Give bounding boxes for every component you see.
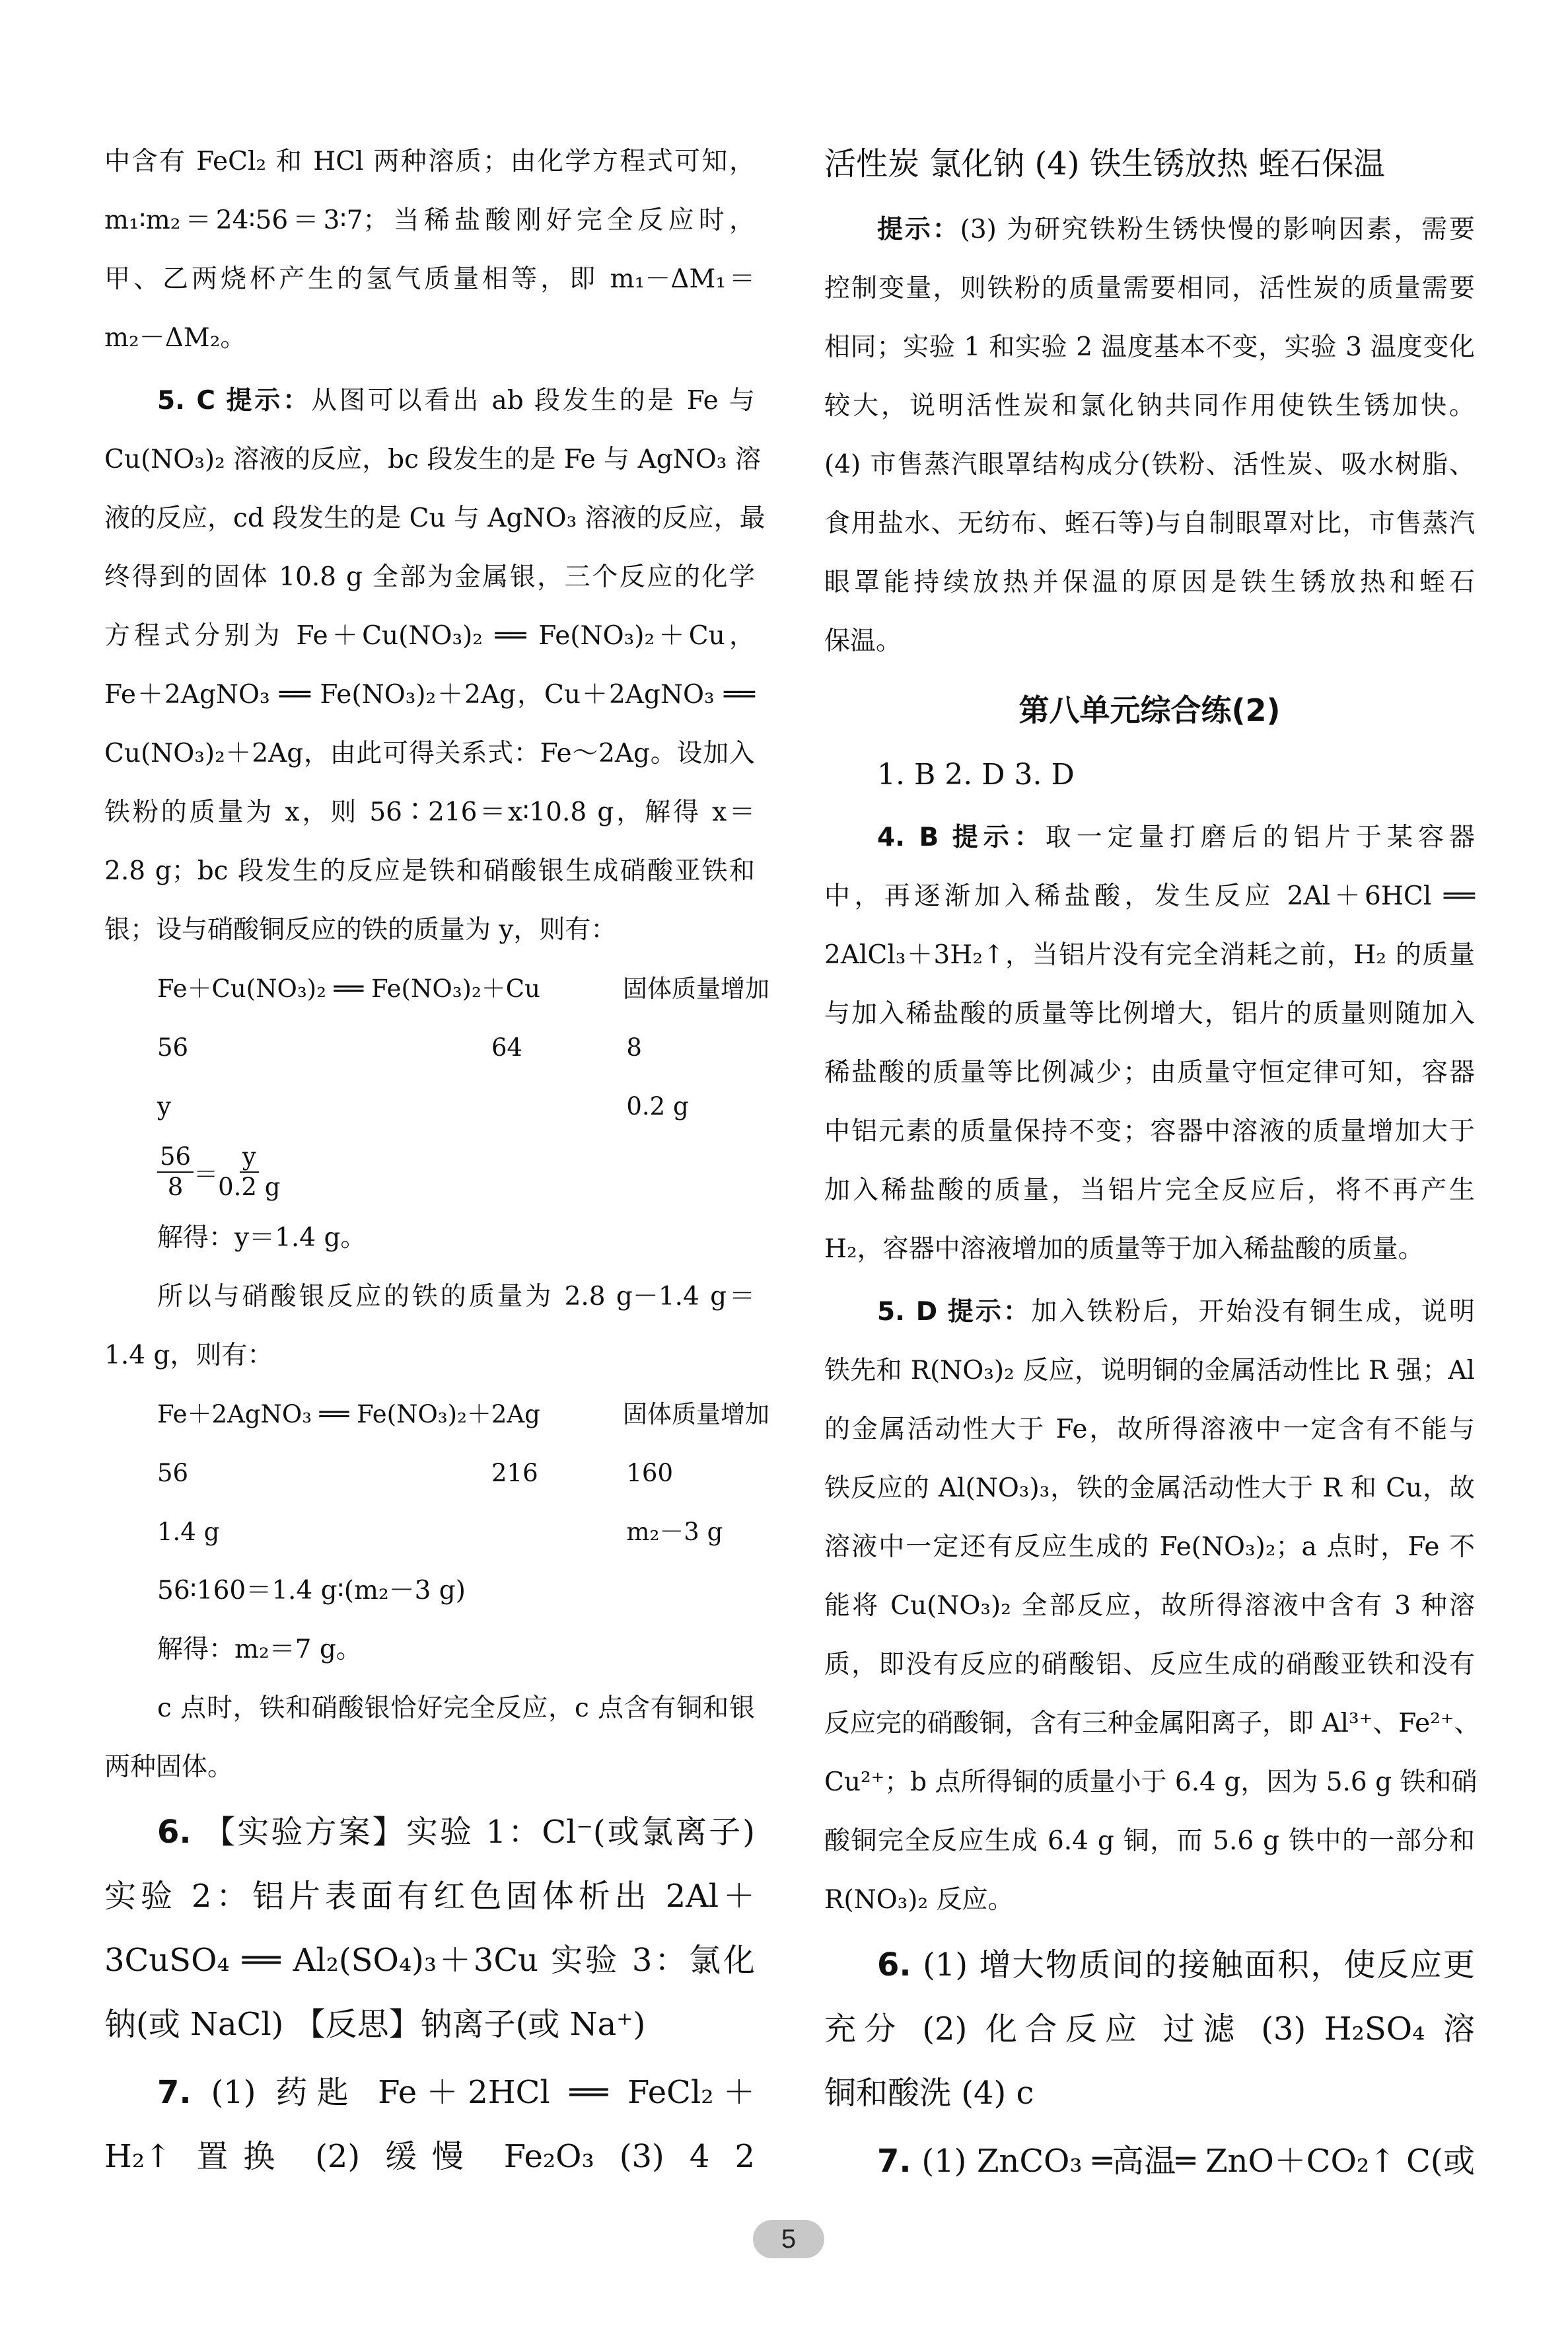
text-line	[104, 371, 755, 430]
line-text: 铁粉的质量为 x，则 56∶216＝x∶10.8 g，解得 x＝	[104, 797, 755, 827]
equation-table-row	[104, 1502, 755, 1561]
line-text: (1) ZnCO₃ ═高温═ ZnO＋CO₂↑ C(或	[921, 2143, 1475, 2180]
text-line	[824, 435, 1475, 494]
line-text: 较大，说明活性炭和氯化钠共同作用使铁生锈加快。	[824, 391, 1475, 421]
text-line	[104, 1864, 755, 1929]
hint-label: 提示：	[226, 386, 311, 416]
line-text: 质，即没有反应的硝酸铝、反应生成的硝酸亚铁和没有	[824, 1650, 1475, 1679]
text-line	[104, 1620, 755, 1679]
text-line	[824, 1933, 1475, 1997]
text-line	[104, 1326, 755, 1385]
line-text: 解得：y＝1.4 g。	[157, 1223, 367, 1253]
line-text: 2AlCl₃＋3H₂↑，当铝片没有完全消耗之前，H₂ 的质量	[824, 940, 1475, 970]
text-line	[824, 808, 1475, 867]
text-line	[824, 1635, 1475, 1694]
text-line	[824, 1459, 1475, 1518]
line-text: 的金属活动性大于 Fe，故所得溶液中一定含有不能与	[824, 1415, 1475, 1444]
text-line	[824, 494, 1475, 553]
line-text: 能将 Cu(NO₃)₂ 全部反应，故所得溶液中含有 3 种溶	[824, 1591, 1475, 1621]
text-line	[824, 1400, 1475, 1459]
question-number: 5. D	[877, 1297, 938, 1327]
line-text: 溶液中一定还有反应生成的 Fe(NO₃)₂；a 点时，Fe 不	[824, 1532, 1475, 1562]
table-cell: 160	[626, 1459, 673, 1487]
text-line	[104, 665, 755, 724]
text-line	[104, 548, 755, 607]
denominator: 0.2 g	[218, 1173, 281, 1201]
line-text: 活性炭 氯化钠 (4) 铁生锈放热 蛭石保温	[824, 145, 1386, 182]
text-line	[824, 1753, 1478, 1812]
question-number: 4. B	[877, 823, 939, 852]
line-text: Cu²⁺；b 点所得铜的质量小于 6.4 g，因为 5.6 g 铁和硝	[824, 1767, 1478, 1797]
line-text: (1) 药匙 Fe＋2HCl ══ FeCl₂＋	[211, 2074, 755, 2111]
text-line	[104, 607, 755, 665]
question-number: 7.	[157, 2074, 192, 2111]
text-line	[824, 200, 1475, 259]
line-text: 控制变量，则铁粉的质量需要相同，活性炭的质量需要	[824, 274, 1475, 303]
line-text: 充分 (2) 化合反应 过滤 (3) H₂SO₄ 溶	[824, 2011, 1475, 2048]
table-cell: Fe＋Cu(NO₃)₂ ══ Fe(NO₃)₂＋Cu	[157, 975, 540, 1003]
text-line	[824, 2129, 1475, 2194]
text-line	[824, 867, 1475, 926]
fraction	[218, 1142, 280, 1202]
text-line	[104, 2061, 755, 2125]
text-line	[824, 1161, 1475, 1220]
line-text: 加入铁粉后，开始没有铜生成，说明	[1031, 1297, 1475, 1327]
text-line	[104, 1679, 755, 1738]
line-text: 眼罩能持续放热并保温的原因是铁生锈放热和蛭石	[824, 568, 1475, 597]
text-line	[824, 259, 1475, 318]
line-text: Cu(NO₃)₂＋2Ag，由此可得关系式：Fe～2Ag。设加入	[104, 739, 755, 768]
text-line	[824, 377, 1475, 435]
line-text: 56∶160＝1.4 g∶(m₂－3 g)	[157, 1576, 466, 1605]
equation-table-row	[104, 1077, 755, 1136]
text-line	[824, 1220, 1475, 1278]
text-line	[824, 1576, 1475, 1635]
table-cell: 0.2 g	[626, 1092, 689, 1121]
line-text: 相同；实验 1 和实验 2 温度基本不变，实验 3 温度变化	[824, 332, 1475, 362]
hint-label: 提示：	[947, 1297, 1032, 1327]
line-text: 1.4 g，则有：	[104, 1341, 273, 1370]
table-cell: 1.4 g	[157, 1518, 220, 1546]
line-text: 两种固体。	[104, 1752, 234, 1782]
page-number: 5	[753, 2220, 824, 2258]
text-line	[104, 1208, 755, 1267]
text-line	[104, 1738, 755, 1796]
line-text: 实验 2：铝片表面有红色固体析出 2Al＋	[104, 1878, 755, 1915]
table-cell: Fe＋2AgNO₃ ══ Fe(NO₃)₂＋2Ag	[157, 1400, 540, 1428]
line-text: H₂↑ 置换 (2) 缓慢 Fe₂O₃ (3) 4 2	[104, 2138, 755, 2175]
line-text: 【实验方案】实验 1：Cl⁻(或氯离子)	[203, 1814, 755, 1851]
line-text: 液的反应，cd 段发生的是 Cu 与 AgNO₃ 溶液的反应，最	[104, 503, 766, 533]
line-text: (4) 市售蒸汽眼罩结构成分(铁粉、活性炭、吸水树脂、	[824, 450, 1475, 480]
denominator: 8	[167, 1173, 184, 1201]
text-line	[104, 842, 755, 901]
line-text: 与加入稀盐酸的质量等比例增大，铝片的质量则随加入	[824, 999, 1475, 1029]
table-cell	[540, 1385, 623, 1444]
line-text: 铁先和 R(NO₃)₂ 反应，说明铜的金属活动性比 R 强；Al	[824, 1356, 1475, 1385]
line-text: 铁反应的 Al(NO₃)₃，铁的金属活动性大于 R 和 Cu，故	[824, 1473, 1475, 1503]
line-text: 所以与硝酸银反应的铁的质量为 2.8 g－1.4 g＝	[157, 1282, 755, 1311]
line-text: 1. B 2. D 3. D	[877, 758, 1075, 792]
line-text: (3) 为研究铁粉生锈快慢的影响因素，需要	[960, 215, 1475, 244]
line-text: 方程式分别为 Fe＋Cu(NO₃)₂ ══ Fe(NO₃)₂＋Cu，	[104, 621, 755, 651]
line-text: (1) 增大物质间的接触面积，使反应更	[923, 1946, 1475, 1983]
line-text: 中含有 FeCl₂ 和 HCl 两种溶质；由化学方程式可知，	[104, 147, 755, 176]
text-line	[104, 132, 755, 191]
text-line	[824, 926, 1475, 984]
table-cell: 216	[491, 1459, 538, 1487]
table-cell: 64	[491, 1033, 523, 1062]
text-line	[824, 1282, 1475, 1341]
line-text: 保温。	[824, 626, 902, 656]
numerator: y	[240, 1142, 259, 1173]
line-text: 酸铜完全反应生成 6.4 g 铜，而 5.6 g 铁中的一部分和	[824, 1826, 1475, 1856]
text-line	[824, 1102, 1475, 1161]
text-line	[824, 1341, 1475, 1400]
right-column	[824, 132, 1480, 2194]
question-number: 6.	[157, 1814, 192, 1851]
table-cell: m₂－3 g	[626, 1518, 723, 1546]
question-number: 7.	[877, 2143, 911, 2180]
text-line	[824, 745, 1475, 804]
text-line	[824, 1997, 1475, 2061]
text-line	[824, 612, 1475, 671]
numerator: 56	[157, 1142, 194, 1173]
section-title	[824, 676, 1475, 745]
line-text: R(NO₃)₂ 反应。	[824, 1885, 1014, 1915]
text-line	[104, 724, 755, 783]
text-line	[104, 309, 755, 367]
text-line	[824, 1043, 1475, 1102]
text-line	[104, 2125, 755, 2189]
text-line	[824, 132, 1475, 196]
line-text: 取一定量打磨后的铝片于某容器	[1045, 823, 1475, 852]
table-cell: 56	[157, 1033, 189, 1062]
line-text: 钠(或 NaCl) 【反思】钠离子(或 Na⁺)	[104, 2006, 646, 2043]
table-cell: y	[157, 1092, 171, 1121]
text-line	[104, 1561, 755, 1620]
table-cell: 8	[626, 1033, 642, 1062]
question-number: 6.	[877, 1946, 911, 1983]
line-text: c 点时，铁和硝酸银恰好完全反应，c 点含有铜和银	[157, 1693, 755, 1723]
left-column	[104, 132, 769, 2189]
text-line	[104, 191, 755, 250]
line-text: 中，再逐渐加入稀盐酸，发生反应 2Al＋6HCl ══	[824, 881, 1475, 911]
hint-label: 提示：	[877, 215, 960, 244]
line-text: 加入稀盐酸的质量，当铝片完全反应后，将不再产生	[824, 1175, 1475, 1205]
hint-label: 提示：	[952, 823, 1046, 852]
table-cell: 56	[157, 1459, 189, 1487]
text-line	[824, 1694, 1480, 1753]
text-line	[104, 1993, 755, 2057]
equation-table-row	[104, 1444, 755, 1502]
text-line	[824, 1812, 1475, 1870]
text-line	[104, 489, 766, 548]
text-line	[104, 901, 755, 959]
text-line	[104, 1800, 755, 1864]
question-number: 5. C	[157, 386, 216, 416]
text-line	[824, 318, 1475, 377]
text-line	[104, 1267, 755, 1326]
line-text: 终得到的固体 10.8 g 全部为金属银，三个反应的化学	[104, 562, 755, 592]
table-cell	[491, 1502, 626, 1561]
line-text: m₂－ΔM₂。	[104, 323, 246, 353]
text-line	[824, 984, 1475, 1043]
fraction	[157, 1142, 194, 1202]
text-line	[824, 1518, 1475, 1576]
text-line	[104, 1929, 755, 1993]
line-text: 食用盐水、无纺布、蛭石等)与自制眼罩对比，市售蒸汽	[824, 509, 1475, 538]
line-text: 中铝元素的质量保持不变；容器中溶液的质量增加大于	[824, 1117, 1475, 1146]
text-line	[824, 2061, 1475, 2125]
equals-sign: ＝	[194, 1160, 219, 1189]
line-text: 反应完的硝酸铜，含有三种金属阳离子，即 Al³⁺、Fe²⁺、	[824, 1709, 1480, 1738]
line-text: 稀盐酸的质量等比例减少；由质量守恒定律可知，容器	[824, 1058, 1475, 1088]
line-text: 从图可以看出 ab 段发生的是 Fe 与	[310, 386, 756, 416]
line-text: 甲、乙两烧杯产生的氢气质量相等，即 m₁－ΔM₁＝	[104, 264, 755, 294]
line-text: 第八单元综合练(2)	[1018, 692, 1281, 728]
line-text: m₁∶m₂＝24∶56＝3∶7；当稀盐酸刚好完全反应时，	[104, 205, 755, 235]
table-cell: 固体质量增加	[623, 975, 769, 1003]
equation-table-row	[104, 959, 769, 1018]
text-line	[824, 1870, 1475, 1929]
text-line	[104, 430, 761, 489]
line-text: Cu(NO₃)₂ 溶液的反应，bc 段发生的是 Fe 与 AgNO₃ 溶	[104, 445, 761, 474]
equation-table-row	[104, 1018, 755, 1077]
line-text: Fe＋2AgNO₃ ══ Fe(NO₃)₂＋2Ag，Cu＋2AgNO₃ ══	[104, 680, 755, 710]
equation-table-row	[104, 1385, 769, 1444]
table-cell	[491, 1077, 626, 1136]
fraction-equation	[104, 1136, 755, 1208]
line-text: H₂，容器中溶液增加的质量等于加入稀盐酸的质量。	[824, 1234, 1424, 1264]
text-line	[104, 250, 755, 309]
line-text: 银；设与硝酸铜反应的铁的质量为 y，则有：	[104, 915, 617, 945]
line-text: 解得：m₂＝7 g。	[157, 1635, 362, 1664]
text-line	[104, 783, 755, 842]
line-text: 3CuSO₄ ══ Al₂(SO₄)₃＋3Cu 实验 3：氯化	[104, 1942, 755, 1979]
table-cell: 固体质量增加	[623, 1400, 769, 1428]
text-line	[824, 553, 1475, 612]
line-text: 2.8 g；bc 段发生的反应是铁和硝酸银生成硝酸亚铁和	[104, 856, 755, 886]
line-text: 铜和酸洗 (4) c	[824, 2075, 1034, 2112]
table-cell	[540, 959, 623, 1018]
